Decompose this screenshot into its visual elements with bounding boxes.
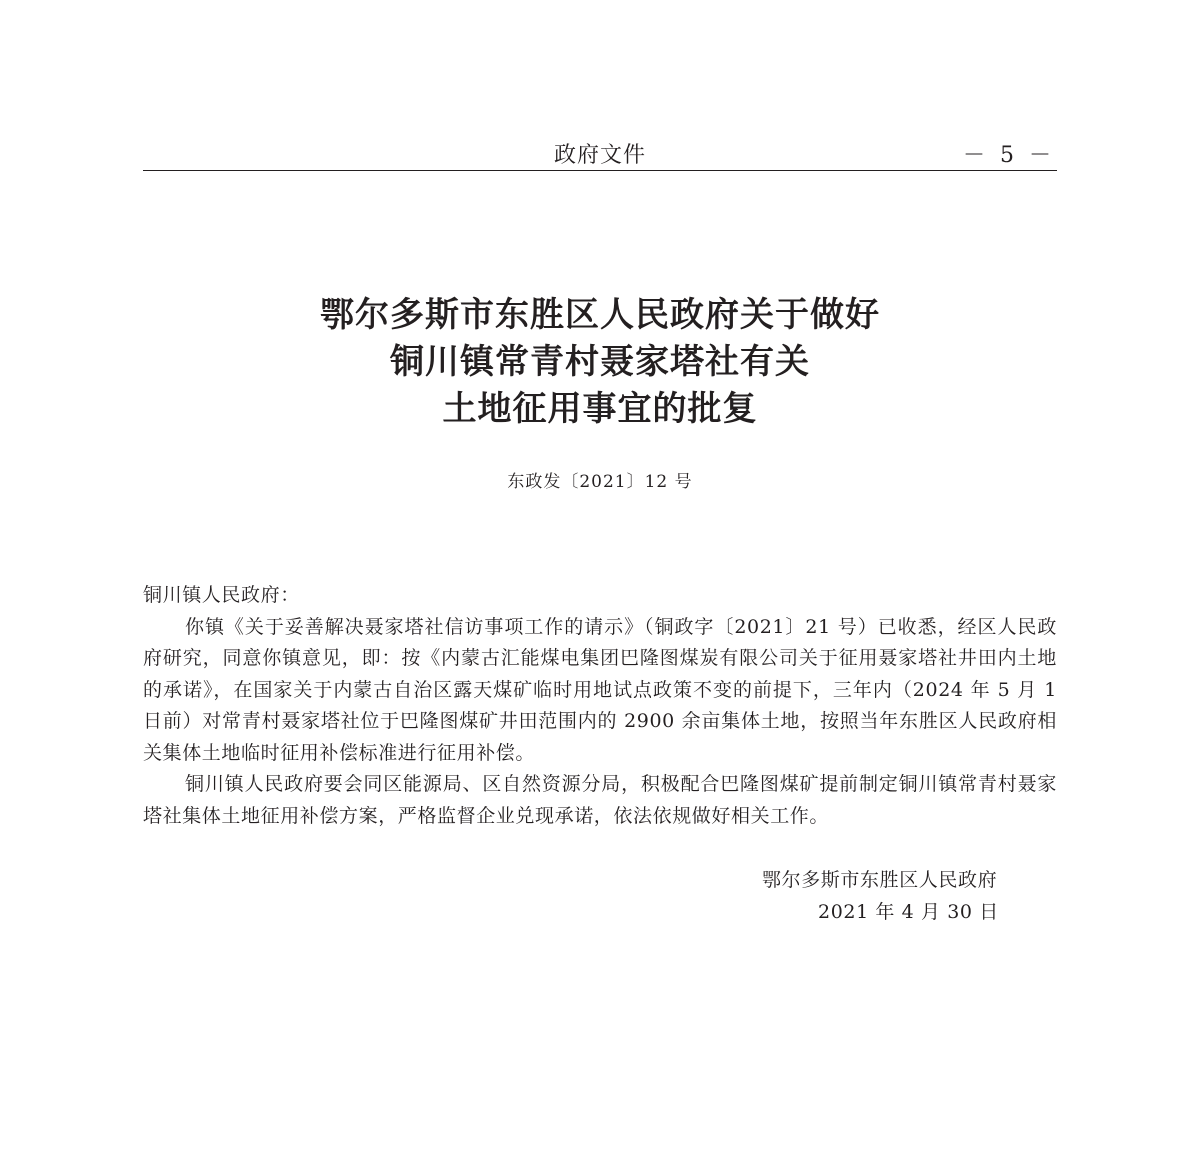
- signature-date: 2021 年 4 月 30 日: [818, 901, 999, 923]
- document-body: [143, 580, 1057, 832]
- header-section-title: 政府文件: [553, 143, 646, 168]
- signature-organization: 鄂尔多斯市东胜区人民政府: [762, 869, 998, 891]
- title-line: 铜川镇常青村聂家塔社有关: [390, 342, 810, 382]
- body-paragraph: 你镇《关于妥善解决聂家塔社信访事项工作的请示》（铜政字〔2021〕21 号）已收悉，经区人民政府研究，同意你镇意见，即：按《内蒙古汇能煤电集团巴隆图煤炭有限公司关于征用聂家塔社井田内土地的承诺》，在国家关于内蒙古自治区露天煤矿临时用地试点政策不变的前提下，三年内（2024 年 5 月 1 日前）对常青村聂家塔社位于巴隆图煤矿井田范围内的 2900 余亩集体土地，按照当年东胜区人民政府相关集体土地临时征用补偿标准进行征用补偿。: [143, 615, 1057, 764]
- body-paragraph: 铜川镇人民政府要会同区能源局、区自然资源分局，积极配合巴隆图煤矿提前制定铜川镇常青村聂家塔社集体土地征用补偿方案，严格监督企业兑现承诺，依法依规做好相关工作。: [143, 773, 1057, 827]
- document-number: 东政发〔2021〕12 号: [507, 472, 693, 492]
- title-line: 鄂尔多斯市东胜区人民政府关于做好: [320, 295, 880, 335]
- salutation: 铜川镇人民政府：: [143, 584, 300, 606]
- running-header: [143, 136, 1057, 171]
- page-number: － 5 －: [963, 143, 1055, 168]
- document-title: [143, 292, 1057, 433]
- title-line: 土地征用事宜的批复: [442, 389, 758, 429]
